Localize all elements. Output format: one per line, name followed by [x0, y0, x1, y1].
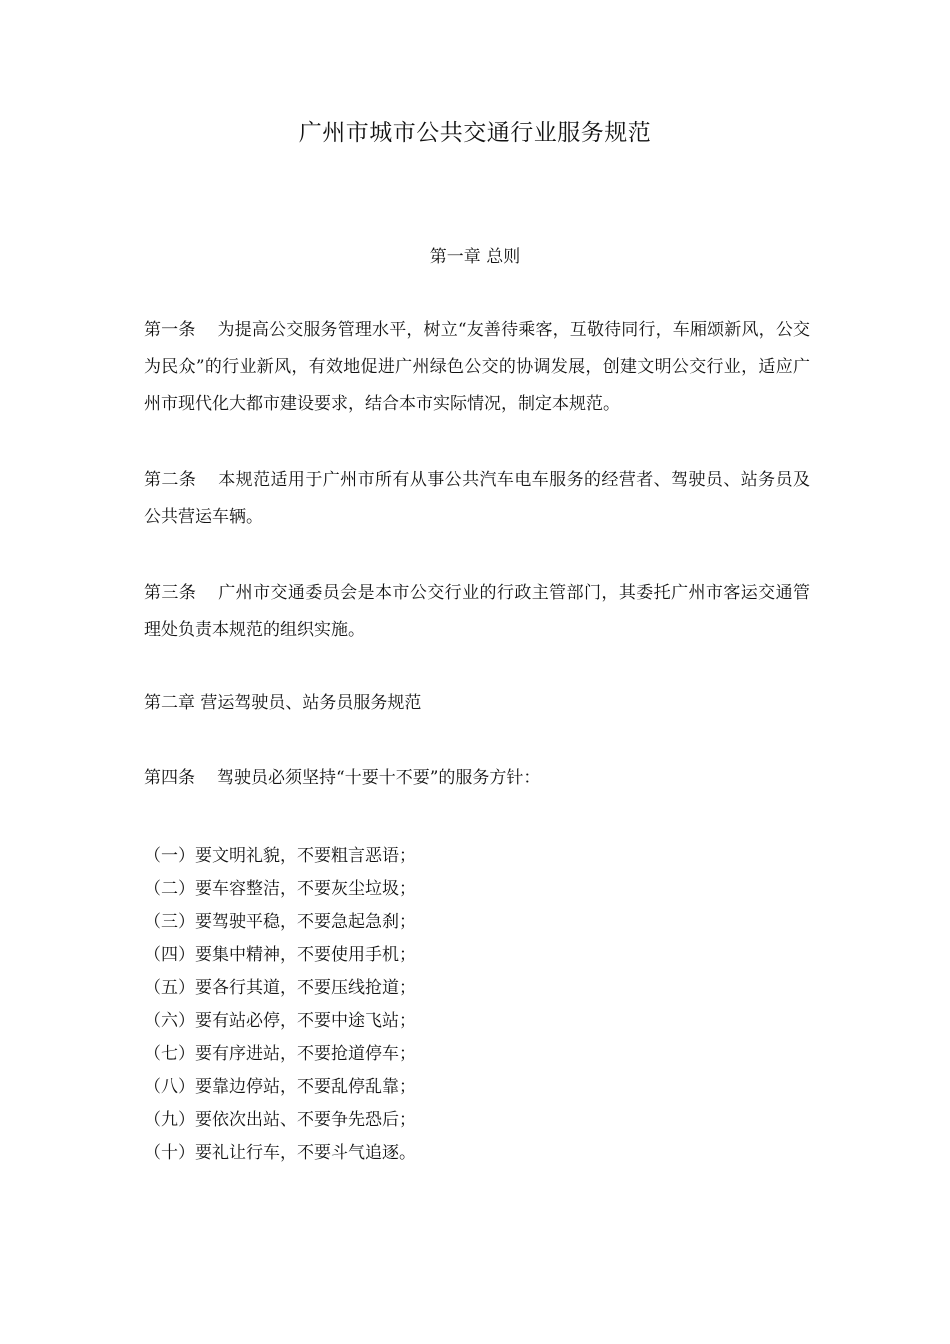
article-number: 第四条	[144, 768, 195, 788]
article-text: 本规范适用于广州市所有从事公共汽车电车服务的经营者、驾驶员、站务员及公共营运车辆。	[144, 470, 810, 527]
list-item: （四）要集中精神，不要使用手机；	[144, 945, 416, 965]
list-item: （十）要礼让行车，不要斗气追逐。	[144, 1143, 416, 1163]
list-item: （九）要依次出站、不要争先恐后；	[144, 1110, 416, 1130]
list-item: （六）要有站必停，不要中途飞站；	[144, 1011, 416, 1031]
list-item: （七）要有序进站，不要抢道停车；	[144, 1044, 416, 1064]
article-3	[144, 575, 810, 649]
list-item: （八）要靠边停站，不要乱停乱靠；	[144, 1077, 416, 1097]
document-title: 广州市城市公共交通行业服务规范	[298, 120, 652, 146]
article-text: 为提高公交服务管理水平，树立“友善待乘客，互敬待同行，车厢颂新风，公交为民众”的行业新风，有效地促进广州绿色公交的协调发展，创建文明公交行业，适应广州市现代化大都市建设要求，结合本市实际情况，制定本规范。	[144, 320, 810, 414]
article-number: 第一条	[144, 320, 196, 340]
article-text: 广州市交通委员会是本市公交行业的行政主管部门，其委托广州市客运交通管理处负责本规范的组织实施。	[144, 583, 810, 640]
chapter-one-heading: 第一章 总则	[429, 247, 521, 267]
chapter-two-heading: 第二章 营运驾驶员、站务员服务规范	[144, 693, 422, 713]
list-item: （三）要驾驶平稳，不要急起急刹；	[144, 912, 416, 932]
list-item: （二）要车容整洁，不要灰尘垃圾；	[144, 879, 416, 899]
list-item: （五）要各行其道，不要压线抢道；	[144, 978, 416, 998]
list-item: （一）要文明礼貌，不要粗言恶语；	[144, 846, 416, 866]
article-number: 第三条	[144, 583, 197, 603]
article-1	[144, 312, 810, 423]
article-text: 驾驶员必须坚持“十要十不要”的服务方针：	[217, 768, 541, 788]
service-policy-list	[144, 840, 810, 1170]
article-2	[144, 462, 810, 536]
article-number: 第二条	[144, 470, 197, 490]
article-4	[144, 760, 810, 797]
